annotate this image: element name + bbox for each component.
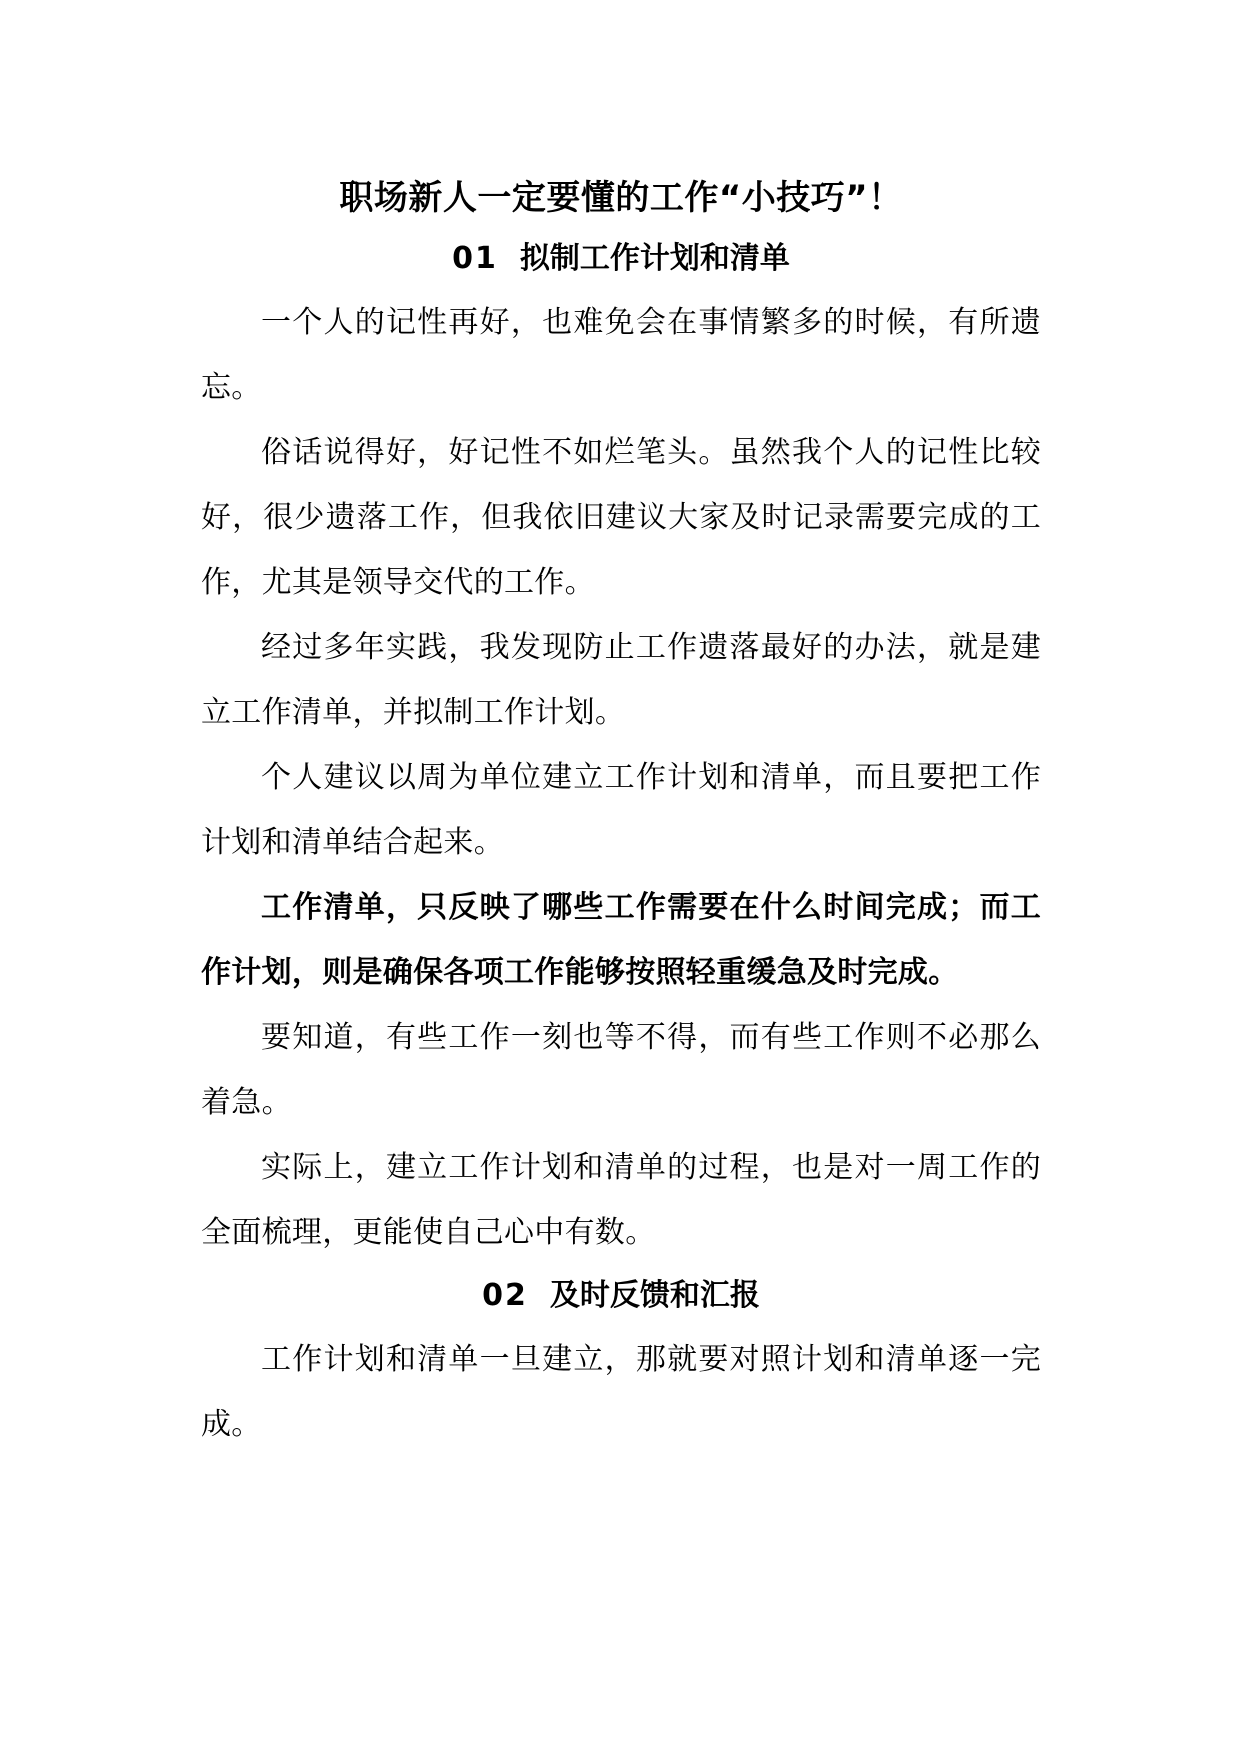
document-title: 职场新人一定要懂的工作“小技巧”！ [339, 178, 903, 218]
section-title: 拟制工作计划和清单 [519, 241, 790, 276]
paragraph: 一个人的记性再好，也难免会在事情繁多的时候，有所遗忘。 [201, 305, 1041, 405]
paragraph: 俗话说得好，好记性不如烂笔头。虽然我个人的记性比较好，很少遗落工作，但我依旧建议大家及时记录需要完成的工作，尤其是领导交代的工作。 [201, 435, 1041, 600]
emphasized-paragraph: 工作清单，只反映了哪些工作需要在什么时间完成；而工作计划，则是确保各项工作能够按照轻重缓急及时完成。 [201, 890, 1041, 990]
section-number: 01 [452, 241, 498, 276]
section-number: 02 [482, 1278, 528, 1313]
paragraph: 经过多年实践，我发现防止工作遗落最好的办法，就是建立工作清单，并拟制工作计划。 [201, 630, 1041, 730]
section-title: 及时反馈和汇报 [549, 1278, 760, 1313]
section-heading-02 [201, 1265, 1041, 1327]
paragraph: 个人建议以周为单位建立工作计划和清单，而且要把工作计划和清单结合起来。 [201, 760, 1041, 860]
paragraph: 要知道，有些工作一刻也等不得，而有些工作则不必那么着急。 [201, 1020, 1041, 1120]
section-heading-01 [201, 228, 1041, 290]
paragraph: 工作计划和清单一旦建立，那就要对照计划和清单逐一完成。 [201, 1342, 1041, 1442]
document-content [201, 170, 1041, 1457]
paragraph: 实际上，建立工作计划和清单的过程，也是对一周工作的全面梳理，更能使自己心中有数。 [201, 1150, 1041, 1250]
